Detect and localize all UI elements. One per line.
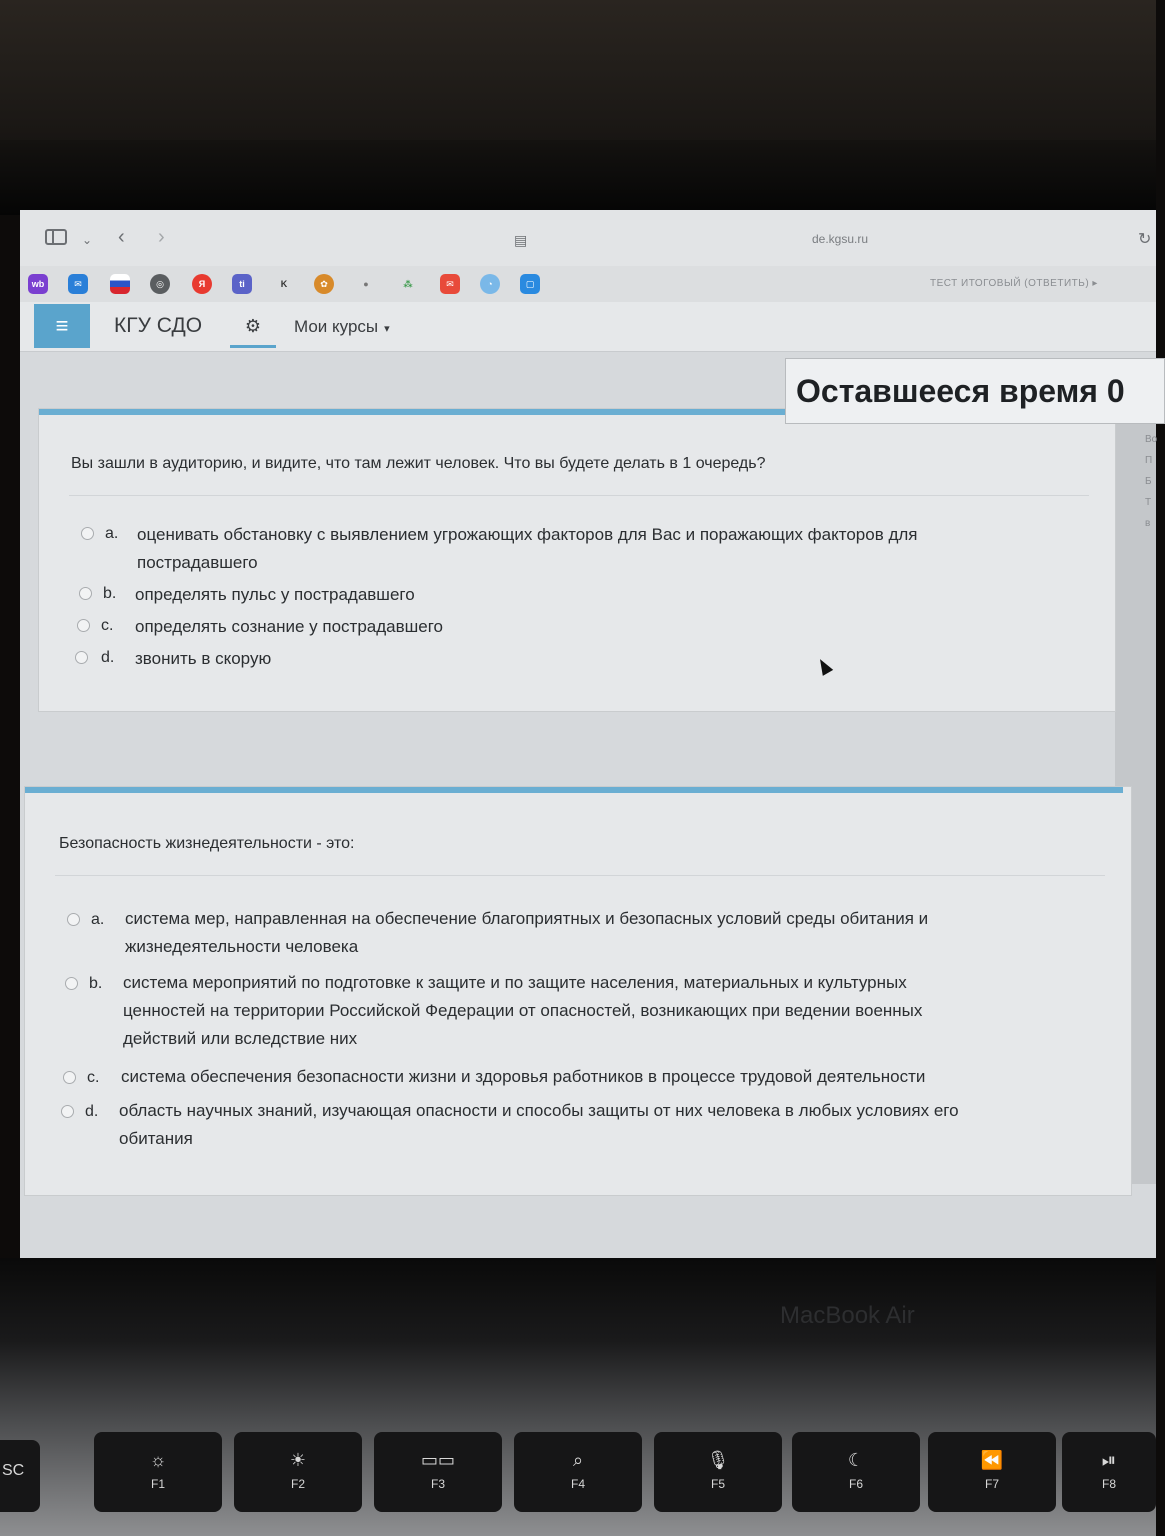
sidebar-toggle-icon[interactable] [45, 229, 67, 245]
key-f5 [654, 1432, 782, 1512]
divider [55, 875, 1105, 876]
reader-icon[interactable]: ▤ [514, 232, 528, 248]
answer-text-a[interactable] [137, 521, 918, 577]
laptop-screen [20, 210, 1156, 1258]
key-f1 [94, 1432, 222, 1512]
answer-letter: b. [89, 975, 103, 992]
remaining-time: Оставшееся время 0 [785, 358, 1165, 424]
answer-letter: b. [103, 585, 117, 602]
laptop-brand: MacBook Air [780, 1302, 915, 1329]
answer-radio-d[interactable] [75, 651, 88, 664]
bookmark-yandex-icon[interactable]: Я [192, 274, 212, 294]
esc-key: SC [0, 1440, 40, 1512]
answer-text-b[interactable]: определять пульс у пострадавшего [135, 585, 415, 604]
answer-radio-b[interactable] [65, 977, 78, 990]
bookmark-mail-icon[interactable]: ✉ [68, 274, 88, 294]
key-f4 [514, 1432, 642, 1512]
nav-text: в [1145, 518, 1151, 529]
answer-line: жизнедеятельности человека [125, 937, 359, 956]
answer-line: действий или вследствие них [123, 1029, 358, 1048]
answer-text-c[interactable]: система обеспечения безопасности жизни и здоровья работников в процессе трудовой деятельности [121, 1067, 926, 1086]
divider [69, 495, 1089, 496]
bookmarks-bar [20, 266, 1156, 302]
answer-letter: a. [105, 525, 119, 542]
bookmark-envelope-icon[interactable]: ✉ [440, 274, 460, 294]
nav-text: Т [1145, 497, 1152, 508]
answer-text-c[interactable]: определять сознание у пострадавшего [135, 617, 444, 636]
browser-toolbar [20, 210, 1156, 266]
answer-radio-d[interactable] [61, 1105, 74, 1118]
key-f8 [1062, 1432, 1156, 1512]
nav-text: Б [1145, 476, 1152, 487]
brightness-up-icon: ☀ [289, 1450, 307, 1470]
key-f6 [792, 1432, 920, 1512]
menu-icon[interactable]: ≡ [34, 304, 90, 348]
answer-line: пострадавшего [137, 553, 258, 572]
back-icon[interactable]: ‹ [118, 226, 125, 248]
key-label: F5 [710, 1477, 725, 1491]
answer-letter: c. [87, 1069, 100, 1086]
answer-radio-b[interactable] [79, 587, 92, 600]
card-top-bar [39, 409, 787, 415]
microphone-icon: 🎙 [706, 1450, 730, 1470]
answer-radio-c[interactable] [63, 1071, 76, 1084]
answer-letter: a. [91, 911, 105, 928]
bookmark-chrome-icon[interactable]: ◔ [480, 274, 500, 294]
my-courses-label: Мои курсы [294, 317, 379, 336]
key-f2 [234, 1432, 362, 1512]
answer-text-b[interactable] [123, 969, 922, 1053]
key-label: F6 [848, 1477, 863, 1491]
gears-icon[interactable]: ⚙ [230, 304, 276, 348]
site-brand[interactable]: КГУ СДО [114, 314, 203, 337]
key-label: F7 [984, 1477, 999, 1491]
answer-text-d[interactable] [119, 1097, 959, 1153]
answer-text-d[interactable]: звонить в скорую [135, 649, 272, 668]
answer-radio-a[interactable] [67, 913, 80, 926]
answer-line: система мероприятий по подготовке к защите и по защите населения, материальных и культурных [123, 973, 907, 992]
bookmark-wb-icon[interactable]: wb [28, 274, 48, 294]
bookmark-teams-icon[interactable]: ti [232, 274, 252, 294]
bookmark-circle-icon[interactable]: ◎ [150, 274, 170, 294]
question-text: Вы зашли в аудиторию, и видите, что там лежит человек. Что вы будете делать в 1 очередь? [71, 455, 766, 472]
question-text: Безопасность жизнедеятельности - это: [59, 835, 355, 852]
answer-letter: d. [101, 649, 115, 666]
address-bar[interactable]: de.kgsu.ru [811, 232, 869, 246]
laptop-bezel [0, 140, 1156, 215]
forward-icon[interactable]: › [158, 226, 165, 248]
caret-down-icon: ▾ [384, 323, 390, 335]
answer-line: система мер, направленная на обеспечение благоприятных и безопасных условий среды обитания и [125, 909, 929, 928]
key-f3 [374, 1432, 502, 1512]
bookmark-flag-icon[interactable] [110, 274, 130, 294]
question-card-2 [24, 786, 1132, 1196]
bookmark-chat-icon[interactable]: ▢ [520, 274, 540, 294]
key-label: F3 [430, 1477, 445, 1491]
mission-control-icon: ▭▭ [420, 1450, 455, 1470]
search-icon: ⌕ [572, 1450, 584, 1470]
bookmark-apple-icon[interactable]: ● [363, 279, 369, 289]
answer-letter: c. [101, 617, 114, 634]
answer-radio-c[interactable] [77, 619, 90, 632]
nav-text: П [1145, 455, 1153, 466]
chevron-down-icon[interactable]: ⌄ [82, 233, 93, 247]
reload-icon[interactable]: ↻ [1138, 231, 1152, 248]
key-label: F2 [290, 1477, 305, 1491]
key-f7 [928, 1432, 1056, 1512]
rewind-icon: ⏪ [980, 1450, 1004, 1470]
key-label: F1 [150, 1477, 165, 1491]
brightness-down-icon: ☼ [149, 1450, 167, 1470]
card-top-bar [25, 787, 1123, 793]
answer-radio-a[interactable] [81, 527, 94, 540]
key-label: F8 [1101, 1477, 1116, 1491]
question-card-1 [38, 408, 1116, 712]
bookmark-test-link[interactable]: ТЕСТ ИТОГОВЫЙ (ОТВЕТИТЬ) ▸ [930, 278, 1098, 289]
answer-line: ценностей на территории Российской Федерации от опасностей, возникающих при ведении военных [123, 1001, 923, 1020]
answer-line: обитания [119, 1129, 193, 1148]
bookmark-k-icon[interactable]: K [280, 279, 288, 289]
answer-line: область научных знаний, изучающая опасности и способы защиты от них человека в любых условиях его [119, 1101, 959, 1120]
answer-line: оценивать обстановку с выявлением угрожающих факторов для Вас и поражающих факторов для [137, 525, 918, 544]
answer-text-a[interactable] [125, 905, 928, 961]
key-label: F4 [570, 1477, 585, 1491]
answer-letter: d. [85, 1103, 99, 1120]
my-courses-menu[interactable] [294, 317, 390, 337]
bookmark-lion-icon[interactable]: ✿ [314, 274, 334, 294]
bookmark-dots-icon[interactable]: ⁂ [403, 279, 413, 289]
nav-text: Во [1145, 434, 1158, 445]
site-navbar [20, 302, 1156, 352]
play-pause-icon: ⏯ [1101, 1450, 1117, 1470]
moon-icon: ☾ [847, 1450, 865, 1470]
